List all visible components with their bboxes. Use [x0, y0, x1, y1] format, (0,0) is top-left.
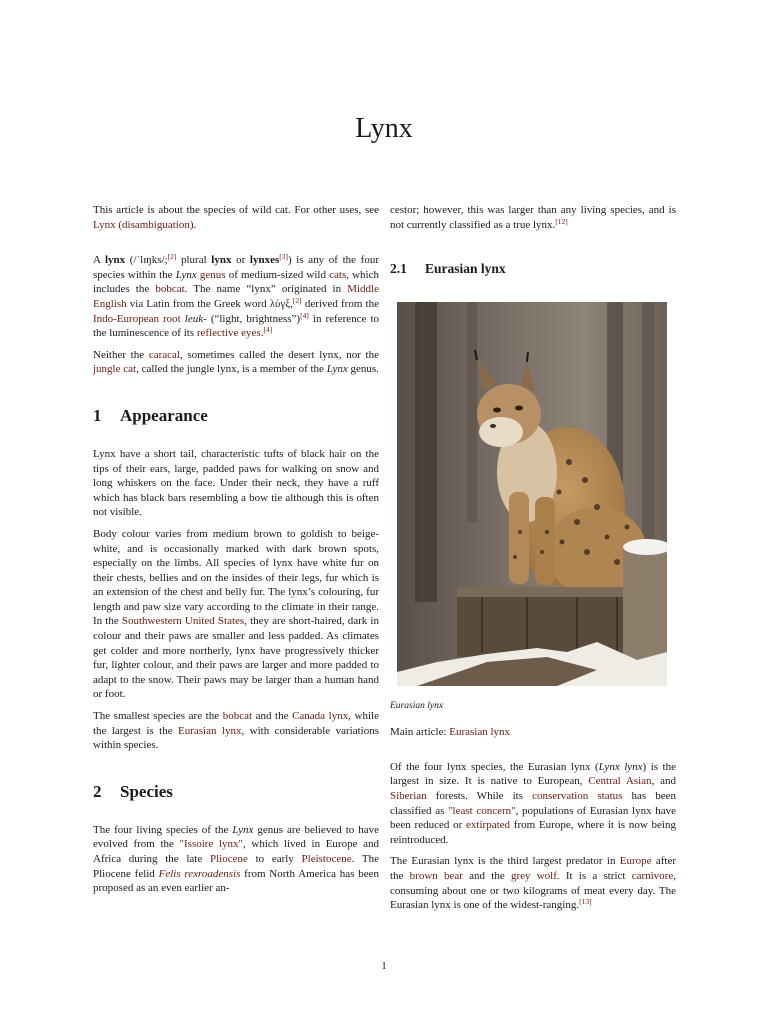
text: of medium-sized wild [225, 268, 330, 281]
link-issoire-lynx[interactable]: "Issoire lynx" [179, 838, 244, 851]
section-heading-species [93, 781, 379, 803]
text: plural [176, 254, 212, 267]
italic-leuk: leuk- [184, 312, 207, 325]
text: forests. While its [426, 789, 533, 802]
text: . [260, 327, 264, 340]
text: , which lived in Europe and Africa during the late [93, 838, 379, 865]
text: , populations of Eurasian lynx have been reduced or [390, 804, 676, 832]
term-lynx: lynx [104, 254, 126, 267]
text: , sometimes called the desert lynx, nor the [179, 348, 379, 361]
text: . The name “lynx” originated in [184, 283, 348, 296]
citation-3[interactable]: [3] [279, 252, 289, 262]
text: and the [252, 710, 293, 723]
link-brown-bear[interactable]: brown bear [409, 869, 463, 882]
section-title: Appearance [120, 405, 208, 425]
text: , they are short-haired, dark in colour and their paws are smaller and less padded. As climates get colder and more northerly, lynx have progressively thicker fur, lighter colour, and their paws are larger and more padded to adapt to the snow. Their paws may be larger than a human hand or foot. [93, 615, 379, 701]
italic-lynx-lynx: Lynx lynx [598, 760, 643, 773]
text: Neither the [93, 348, 149, 361]
subsection-number: 2.1 [390, 261, 407, 277]
link-grey-wolf[interactable]: grey wolf [510, 869, 557, 882]
text: The four living species of the [93, 823, 233, 836]
species-paragraph-continued [390, 203, 676, 232]
appearance-paragraph-3 [93, 709, 379, 753]
italic-lynx: Lynx [232, 823, 254, 836]
hatnote-text: This article is about the species of wild cat. For other uses, see [93, 204, 379, 216]
text: derived from the [301, 297, 379, 310]
hatnote-end: . [193, 218, 197, 231]
main-article-note [390, 725, 676, 740]
link-felis-rexroadensis[interactable]: Felis rexroadensis [158, 867, 241, 880]
eurasian-lynx-photo [397, 302, 667, 686]
text: genus. [347, 363, 379, 376]
text: , called the jungle lynx, is a member of the [136, 363, 327, 376]
appearance-paragraph-1: Lynx have a short tail, characteristic tufts of black hair on the tips of their ears, large, padded paws for walking on snow and long whiskers on the face. Under their neck, they have a ruff which has black bars resembling a bow tie although this is often not visible. [93, 447, 379, 519]
text: from Europe, where it is now being reintroduced. [390, 819, 676, 846]
text: , with considerable variations within species. [93, 724, 379, 752]
text: to early [247, 853, 302, 865]
term-lynxes: lynxes [249, 254, 280, 267]
text: Of the four lynx species, the Eurasian lynx ( [390, 760, 599, 773]
text: , which includes the [93, 268, 379, 296]
text: (“light, brightness”) [206, 312, 301, 325]
text: The Eurasian lynx is the third largest predator in [390, 855, 620, 868]
link-eurasian-lynx[interactable]: Eurasian lynx [178, 724, 242, 737]
right-column [390, 203, 676, 920]
text: , consuming about one or two kilograms of meat every day. The Eurasian lynx is one of the widest-ranging. [390, 869, 676, 912]
text: The smallest species are the [93, 710, 223, 723]
section-heading-appearance [93, 405, 379, 427]
text: . It is a strict [556, 869, 632, 882]
link-conservation-status[interactable]: conservation status [532, 789, 623, 802]
citation-12[interactable]: [12] [555, 216, 568, 226]
page-title: Lynx [355, 113, 413, 144]
text: (/ˈlɪŋks/; [125, 254, 168, 267]
intro-paragraph-2 [93, 348, 379, 377]
appearance-paragraph-2 [93, 527, 379, 702]
text: after the [390, 855, 676, 882]
text: via Latin from the Greek word λύγξ, [126, 297, 293, 310]
lynx-illustration [397, 302, 667, 686]
link-indo-european-root[interactable]: Indo-European root [93, 312, 181, 325]
text: , and [651, 775, 676, 788]
term-lynx-plural: lynx [211, 254, 232, 267]
link-canada-lynx[interactable]: Canada lynx [292, 710, 349, 723]
text: ) is the largest in size. It is native to European, [390, 760, 676, 788]
text: cestor; however, this was larger than any living species, and is not currently classified as a true lynx. [390, 204, 676, 231]
text: has been classified as [390, 789, 676, 817]
link-reflective-eyes[interactable]: reflective eyes [196, 327, 261, 340]
text: Main article: [390, 726, 450, 739]
link-europe[interactable]: Europe [619, 855, 652, 868]
citation-4[interactable]: [4] [300, 310, 309, 320]
text: or [231, 254, 250, 267]
text: from North America has been proposed as an even earlier an- [93, 867, 379, 895]
eurasian-paragraph-2 [390, 854, 676, 912]
intro-paragraph-1 [93, 253, 379, 341]
link-bobcat[interactable]: bobcat [155, 283, 185, 296]
citation-2b[interactable]: [2] [292, 295, 302, 305]
text: genus are believed to have evolved from the [93, 823, 380, 851]
text: . The Pliocene felid [93, 853, 380, 880]
link-bobcat[interactable]: bobcat [222, 710, 253, 723]
link-middle-english[interactable]: Middle English [93, 283, 379, 310]
section-title: Species [120, 781, 173, 801]
link-least-concern[interactable]: "least concern" [448, 804, 516, 817]
subsection-heading-eurasian-lynx [390, 260, 676, 278]
eurasian-paragraph-1 [390, 760, 676, 848]
left-column [93, 203, 379, 903]
figure-caption: Eurasian lynx [390, 701, 444, 712]
text: Body colour varies from medium brown to goldish to beige-white, and is occasionally marked with dark brown spots, especially on the limbs. All species of lynx have white fur on their chests, bellies and on the insides of their legs, fur which is an extension of the chest and belly fur. The lynx’s colouring, fur length and paw size vary according to the climate in their range. In the [93, 527, 379, 628]
hatnote [93, 203, 379, 232]
text: ) is any of the four species within the [93, 254, 379, 281]
page-number: 1 [381, 960, 387, 972]
species-paragraph-1 [93, 823, 379, 896]
citation-2[interactable]: [2] [167, 252, 177, 262]
text: in reference to the luminescence of its [93, 312, 380, 340]
text: A [93, 254, 105, 267]
link-jungle-cat[interactable]: jungle cat [93, 363, 137, 376]
text: and the [462, 869, 511, 882]
section-number: 2 [93, 781, 102, 801]
citation-13[interactable]: [13] [579, 897, 592, 907]
link-genus[interactable]: genus [199, 268, 226, 281]
subsection-title: Eurasian lynx [425, 261, 506, 277]
link-pliocene[interactable]: Pliocene [209, 853, 248, 865]
link-central-asian[interactable]: Central Asian [588, 775, 652, 788]
link-cats[interactable]: cats [329, 268, 347, 281]
link-carnivore[interactable]: carnivore [631, 869, 674, 882]
text: , while the largest is the [93, 710, 379, 737]
link-extirpated[interactable]: extirpated [466, 819, 511, 832]
link-pleistocene[interactable]: Pleistocene [301, 853, 352, 865]
link-southwestern-united-states[interactable]: Southwestern United States [121, 615, 245, 628]
link-siberian[interactable]: Siberian [390, 789, 427, 802]
italic-lynx: Lynx [326, 363, 348, 376]
section-number: 1 [93, 405, 102, 425]
italic-lynx: Lynx [175, 268, 197, 281]
link-caracal[interactable]: caracal [148, 348, 180, 361]
citation-4b[interactable]: [4] [263, 325, 273, 335]
link-eurasian-lynx-main[interactable]: Eurasian lynx [449, 726, 511, 739]
link-lynx-disambiguation[interactable]: Lynx (disambiguation) [93, 218, 194, 231]
